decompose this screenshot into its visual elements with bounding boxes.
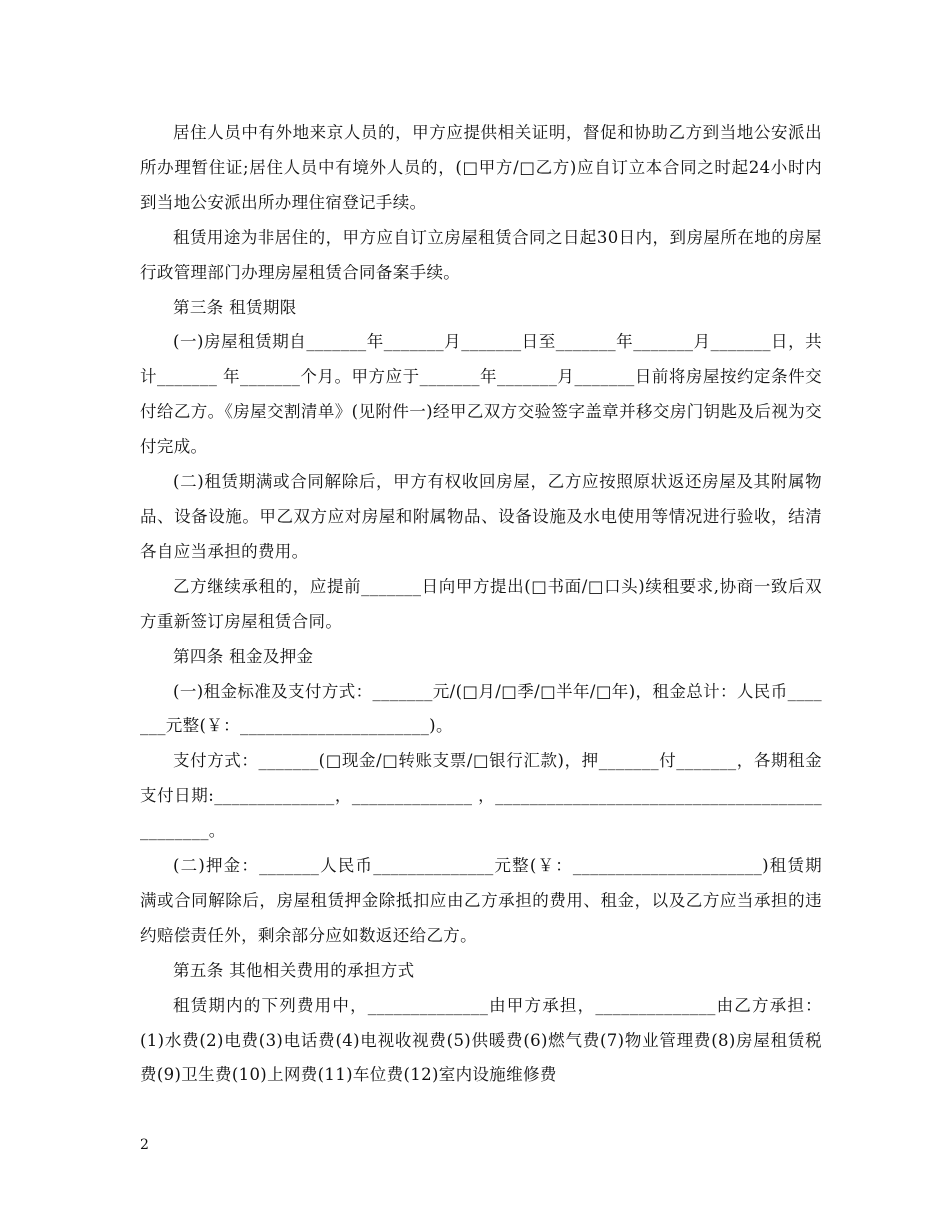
paragraph-deposit: (二)押金：_______人民币______________元整(￥：______________________)租赁期满或合同解除后，房屋租赁押金除抵扣应由乙方承担的费用、租金，以及乙方应当承担的违约赔偿责任外，剩余部分应如数返还给乙方。 bbox=[140, 856, 822, 945]
paragraph-rent-standard: (一)租金标准及支付方式：_______元/(□月/□季/□半年/□年)，租金总计：人民币_______元整(￥：______________________)。 bbox=[140, 681, 822, 736]
paragraph-lease-term: (一)房屋租赁期自_______年_______月_______日至_______年_______月_______日，共计_______ 年_______个月。甲方应于_______年_______月_______日前将房屋按约定条件交付给乙方。《房屋交割清单》(见附件一)经甲乙双方交验签字盖章并移交房门钥匙及后视为交付完成。 bbox=[140, 332, 822, 457]
page-number: 2 bbox=[140, 1137, 149, 1153]
heading-article-3: 第三条 租赁期限 bbox=[173, 297, 297, 317]
heading-article-5: 第五条 其他相关费用的承担方式 bbox=[173, 960, 415, 980]
paragraph-non-residential-filing: 租赁用途为非居住的，甲方应自订立房屋租赁合同之日起30日内，到房屋所在地的房屋行政管理部门办理房屋租赁合同备案手续。 bbox=[140, 227, 822, 282]
paragraph-lease-expiry: (二)租赁期满或合同解除后，甲方有权收回房屋，乙方应按照原状返还房屋及其附属物品、设备设施。甲乙双方应对房屋和附属物品、设备设施及水电使用等情况进行验收，结清各自应当承担的费用。 bbox=[140, 472, 822, 561]
document-body bbox=[140, 116, 822, 1093]
paragraph-payment-method: 支付方式：_______(□现金/□转账支票/□银行汇款)，押_______付_______，各期租金支付日期:______________，______________ ，______________________________________________。 bbox=[140, 751, 822, 841]
paragraph-other-fees: 租赁期内的下列费用中，______________由甲方承担，______________由乙方承担：(1)水费(2)电费(3)电话费(4)电视收视费(5)供暖费(6)燃气费(7)物业管理费(8)房屋租赁税费(9)卫生费(10)上网费(11)车位费(12)室内设施维修费 bbox=[140, 995, 822, 1085]
heading-article-4: 第四条 租金及押金 bbox=[173, 646, 314, 666]
paragraph-lease-renewal: 乙方继续承租的，应提前_______日向甲方提出(□书面/□口头)续租要求,协商一致后双方重新签订房屋租赁合同。 bbox=[140, 576, 822, 631]
paragraph-residents-registration: 居住人员中有外地来京人员的，甲方应提供相关证明，督促和协助乙方到当地公安派出所办理暂住证;居住人员中有境外人员的，(□甲方/□乙方)应自订立本合同之时起24小时内到当地公安派出所办理住宿登记手续。 bbox=[140, 123, 822, 212]
